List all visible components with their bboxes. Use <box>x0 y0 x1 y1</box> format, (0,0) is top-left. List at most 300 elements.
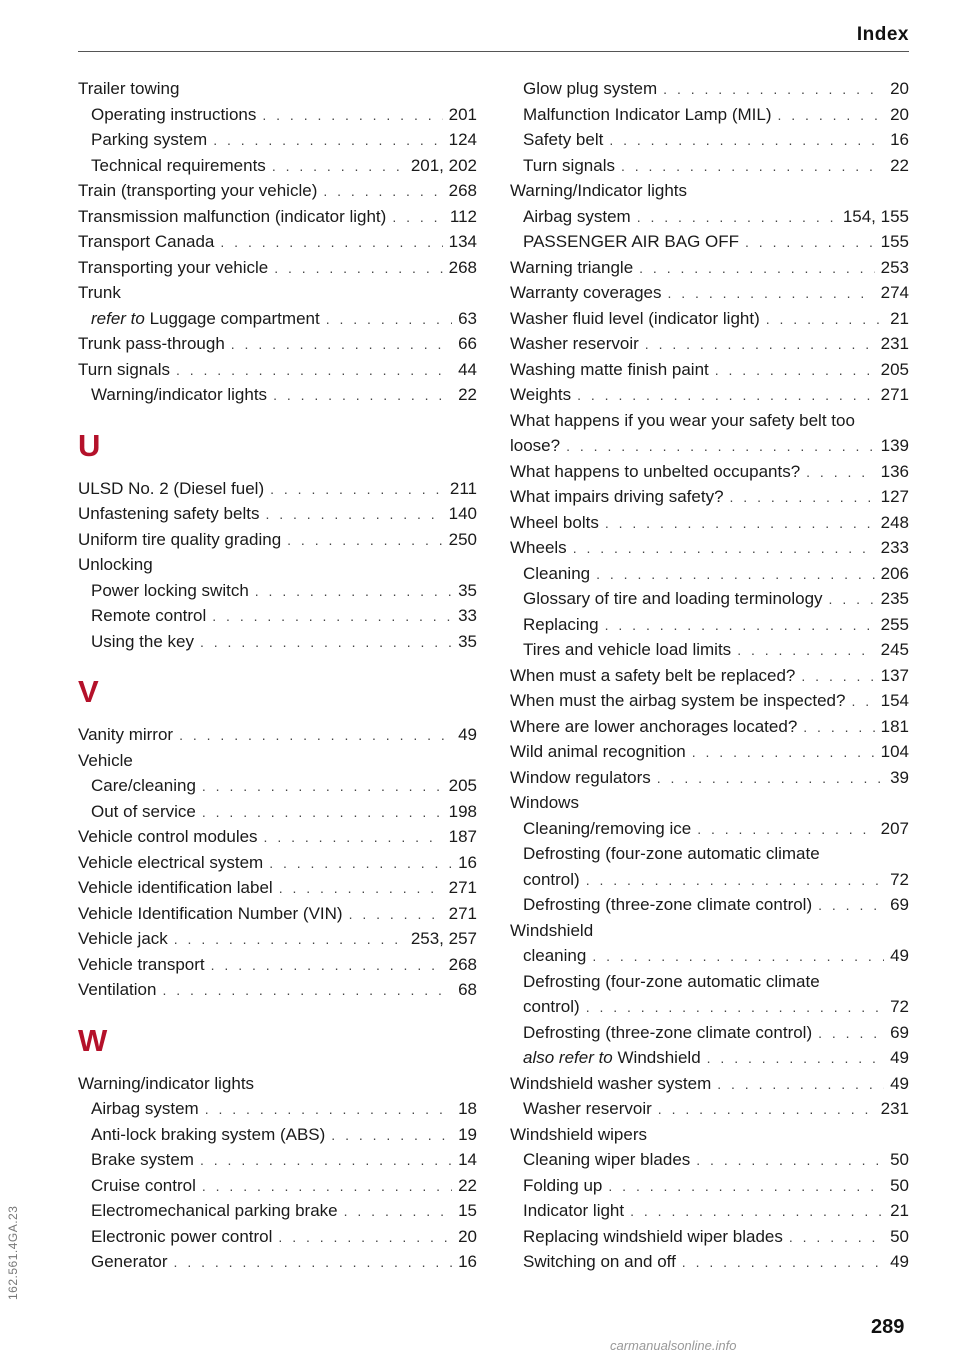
entry-page: 112 <box>449 206 477 226</box>
entry-text: Tires and vehicle load limits <box>523 640 732 659</box>
leader-dots <box>200 1148 452 1174</box>
leader-dots <box>586 995 884 1021</box>
entry-page: 155 <box>880 232 909 251</box>
entry-page: 49 <box>458 725 477 744</box>
entry-text: Indicator light <box>523 1201 625 1220</box>
entry-prefix: refer to <box>91 308 145 328</box>
entry-page: 22 <box>458 385 477 404</box>
entry-text: Wild animal recognition <box>510 742 686 761</box>
entry-label <box>91 382 267 408</box>
entry-label <box>510 663 795 689</box>
entry-text: Wheels <box>510 538 567 557</box>
index-entry <box>510 688 909 714</box>
index-entry <box>78 901 477 927</box>
entry-page: 235 <box>880 589 909 608</box>
entry-label <box>91 1096 199 1122</box>
index-subentry <box>78 629 477 655</box>
index-entry <box>78 178 477 204</box>
entry-label <box>523 637 731 663</box>
entry-text: Wheel bolts <box>510 512 599 532</box>
index-entry <box>510 255 909 281</box>
index-entry <box>78 552 477 578</box>
index-entry <box>78 977 477 1003</box>
entry-text: Windshield washer system <box>510 1073 712 1093</box>
leader-dots <box>269 851 452 877</box>
leader-dots <box>566 434 875 460</box>
entry-text: Vehicle control modules <box>78 827 258 846</box>
leader-dots <box>272 154 405 180</box>
entry-page: 271 <box>880 385 909 404</box>
entry-text: Transport Canada <box>78 232 215 251</box>
entry-page: 35 <box>458 580 477 600</box>
entry-text: Warning triangle <box>510 257 634 277</box>
leader-dots <box>639 256 874 282</box>
entry-page: 72 <box>890 869 909 889</box>
leader-dots <box>392 205 444 231</box>
entry-text: control) <box>523 997 580 1016</box>
index-subentry <box>510 1224 909 1250</box>
entry-label <box>91 153 266 179</box>
entry-text: Airbag system <box>91 1099 199 1118</box>
entry-page: 49 <box>890 946 909 965</box>
entry-page: 255 <box>880 614 909 634</box>
index-subentry <box>510 816 909 842</box>
index-entry <box>78 357 477 383</box>
entry-page: 268 <box>448 954 477 974</box>
entry-text: ULSD No. 2 (Diesel fuel) <box>78 478 265 498</box>
entry-text: Switching on and off <box>523 1252 676 1271</box>
index-subentry <box>510 1147 909 1173</box>
entry-text: Defrosting (four-zone automatic climate <box>523 844 820 863</box>
entry-label <box>523 892 812 918</box>
entry-text: Generator <box>91 1252 168 1271</box>
entry-page: 271 <box>448 878 477 897</box>
entry-page: 268 <box>448 181 477 200</box>
leader-dots <box>605 511 875 537</box>
index-subentry <box>78 127 477 153</box>
index-entry <box>510 663 909 689</box>
index-subentry <box>78 153 477 179</box>
leader-dots <box>326 307 452 333</box>
entry-text: Malfunction Indicator Lamp (MIL) <box>523 104 772 124</box>
entry-page: 19 <box>458 1124 477 1144</box>
index-subentry <box>510 127 909 153</box>
leader-dots <box>331 1123 452 1149</box>
entry-page: 233 <box>880 538 909 557</box>
leader-dots <box>745 230 875 256</box>
entry-page: 139 <box>880 436 909 455</box>
index-entry <box>78 76 477 102</box>
leader-dots <box>174 927 405 953</box>
entry-label <box>91 127 207 153</box>
leader-dots <box>323 179 442 205</box>
entry-text: Care/cleaning <box>91 776 196 795</box>
entry-text: Replacing <box>523 614 599 634</box>
entry-page: 22 <box>458 1175 477 1195</box>
entry-text: Parking system <box>91 130 208 149</box>
entry-page: 20 <box>890 104 909 124</box>
index-subentry <box>510 1020 909 1046</box>
entry-text: Defrosting (three-zone climate control) <box>523 895 813 914</box>
leader-dots <box>621 154 884 180</box>
leader-dots <box>609 128 884 154</box>
watermark: carmanualsonline.info <box>610 1338 737 1353</box>
leader-dots <box>801 664 874 690</box>
index-subentry <box>510 943 909 969</box>
entry-label <box>523 204 631 230</box>
entry-page: 253 <box>880 257 909 277</box>
entry-label <box>523 816 691 842</box>
leader-dots <box>592 944 884 970</box>
entry-label <box>510 918 593 944</box>
leader-dots <box>211 953 443 979</box>
leader-dots <box>637 205 837 231</box>
index-subentry <box>510 612 909 638</box>
index-subentry <box>78 773 477 799</box>
entry-label <box>510 714 797 740</box>
entry-page: 245 <box>880 640 909 659</box>
leader-dots <box>645 332 875 358</box>
entry-label <box>78 255 268 281</box>
entry-text: Where are lower anchorages located? <box>510 716 798 736</box>
entry-label <box>91 773 196 799</box>
index-column-right <box>510 76 909 1275</box>
entry-text: Vehicle electrical system <box>78 852 264 872</box>
entry-page: 14 <box>458 1150 477 1169</box>
leader-dots <box>667 281 874 307</box>
index-entry <box>510 433 909 459</box>
entry-label <box>78 850 263 876</box>
leader-dots <box>202 774 443 800</box>
entry-text: Electromechanical parking brake <box>91 1201 338 1220</box>
entry-page: 253, 257 <box>410 929 477 948</box>
entry-page: 248 <box>880 512 909 532</box>
index-entry <box>78 875 477 901</box>
entry-text: Unfastening safety belts <box>78 504 260 523</box>
entry-text: Transporting your vehicle <box>78 257 269 277</box>
leader-dots <box>273 383 452 409</box>
index-entry <box>78 527 477 553</box>
index-entry <box>510 484 909 510</box>
index-subentry <box>510 102 909 128</box>
index-subentry <box>510 1249 909 1275</box>
index-column-left <box>78 76 477 1275</box>
index-subentry <box>78 1224 477 1250</box>
entry-text: Anti-lock braking system (ABS) <box>91 1124 326 1144</box>
entry-label <box>78 875 273 901</box>
entry-text: Warranty coverages <box>510 283 662 302</box>
entry-page: 140 <box>448 504 477 523</box>
index-entry <box>510 331 909 357</box>
leader-dots <box>176 358 452 384</box>
entry-text: Power locking switch <box>91 580 249 600</box>
entry-label <box>78 331 225 357</box>
index-subentry <box>510 1096 909 1122</box>
entry-label <box>91 578 249 604</box>
entry-label <box>91 102 256 128</box>
entry-text: Cleaning <box>523 563 591 583</box>
index-entry <box>78 1071 477 1097</box>
index-entry <box>78 229 477 255</box>
index-entry <box>510 765 909 791</box>
entry-page: 22 <box>890 155 909 175</box>
entry-text: Windshield wipers <box>510 1124 647 1144</box>
leader-dots <box>818 893 884 919</box>
leader-dots <box>231 332 452 358</box>
entry-text: Trunk pass-through <box>78 334 225 353</box>
leader-dots <box>707 1046 884 1072</box>
index-subentry <box>510 561 909 587</box>
index-subentry <box>78 1173 477 1199</box>
entry-label <box>523 586 823 612</box>
entry-label <box>523 1249 676 1275</box>
entry-text: Glow plug system <box>523 79 658 98</box>
header-rule <box>78 51 909 52</box>
index-entry <box>78 824 477 850</box>
entry-label <box>78 76 179 102</box>
entry-label <box>510 433 560 459</box>
entry-label <box>523 1173 602 1199</box>
entry-text: loose? <box>510 436 561 455</box>
entry-text: Washing matte finish paint <box>510 359 709 379</box>
index-entry <box>78 331 477 357</box>
entry-page: 50 <box>890 1175 909 1195</box>
index-subentry <box>510 1173 909 1199</box>
entry-label <box>510 765 651 791</box>
entry-label <box>78 280 121 306</box>
entry-label <box>510 255 633 281</box>
entry-label <box>91 1122 325 1148</box>
entry-page: 124 <box>448 130 477 149</box>
entry-page: 201, 202 <box>410 155 477 175</box>
index-entry <box>78 748 477 774</box>
entry-label <box>510 331 639 357</box>
index-subentry <box>510 637 909 663</box>
entry-label <box>91 1249 168 1275</box>
leader-dots <box>279 876 443 902</box>
index-subentry <box>78 1147 477 1173</box>
index-entry <box>78 952 477 978</box>
entry-text: Defrosting (four-zone automatic climate <box>523 971 820 991</box>
entry-page: 20 <box>458 1226 477 1246</box>
index-subentry <box>78 306 477 332</box>
entry-label <box>78 952 205 978</box>
index-entry <box>78 926 477 952</box>
leader-dots <box>265 502 442 528</box>
entry-label <box>78 229 214 255</box>
entry-page: 68 <box>458 980 477 999</box>
entry-label <box>523 153 615 179</box>
entry-page: 231 <box>880 334 909 353</box>
entry-text: Vehicle transport <box>78 954 205 974</box>
leader-dots <box>818 1021 884 1047</box>
entry-page: 69 <box>890 895 909 914</box>
entry-page: 205 <box>880 359 909 379</box>
leader-dots <box>730 485 875 511</box>
entry-text: Weights <box>510 385 572 404</box>
leader-dots <box>349 902 443 928</box>
index-subentry <box>510 229 909 255</box>
leader-dots <box>213 128 442 154</box>
leader-dots <box>179 723 452 749</box>
leader-dots <box>573 536 875 562</box>
leader-dots <box>789 1225 884 1251</box>
leader-dots <box>274 256 442 282</box>
entry-text: Safety belt <box>523 130 604 149</box>
entry-text: Folding up <box>523 1175 603 1195</box>
entry-text: Trailer towing <box>78 79 180 98</box>
entry-label <box>510 280 661 306</box>
index-subentry <box>510 153 909 179</box>
entry-page: 205 <box>448 776 477 795</box>
entry-page: 66 <box>458 334 477 353</box>
entry-page: 20 <box>890 79 909 98</box>
entry-label <box>523 1045 701 1071</box>
entry-label <box>523 841 820 867</box>
section-letter: V <box>78 674 99 709</box>
entry-page: 21 <box>890 1201 909 1220</box>
entry-text: Windshield <box>510 920 594 940</box>
index-subentry <box>78 1198 477 1224</box>
index-entry <box>510 535 909 561</box>
leader-dots <box>608 1174 884 1200</box>
entry-label <box>91 1224 272 1250</box>
entry-prefix: also refer to <box>523 1048 613 1067</box>
entry-label <box>510 1071 711 1097</box>
entry-label <box>510 790 579 816</box>
entry-page: 207 <box>880 818 909 838</box>
entry-label <box>91 1198 338 1224</box>
leader-dots <box>806 460 874 486</box>
leader-dots <box>829 587 875 613</box>
index-subentry <box>78 799 477 825</box>
entry-text: Technical requirements <box>91 155 266 175</box>
index-subentry <box>510 969 909 995</box>
entry-label <box>510 459 800 485</box>
entry-label <box>510 382 571 408</box>
entry-label <box>523 127 603 153</box>
index-subentry <box>78 382 477 408</box>
entry-text: Vehicle jack <box>78 929 168 948</box>
entry-text: Trunk <box>78 283 121 302</box>
index-entry <box>510 510 909 536</box>
leader-dots <box>278 1225 452 1251</box>
entry-label <box>510 535 567 561</box>
index-entry <box>510 280 909 306</box>
entry-label <box>91 603 206 629</box>
leader-dots <box>605 613 875 639</box>
entry-text: Vehicle Identification Number (VIN) <box>78 903 343 923</box>
leader-dots <box>803 715 874 741</box>
entry-label <box>523 1224 783 1250</box>
entry-label <box>78 357 170 383</box>
entry-label <box>510 688 845 714</box>
entry-page: 206 <box>880 563 909 583</box>
leader-dots <box>586 868 884 894</box>
entry-text: What happens to unbelted occupants? <box>510 461 801 481</box>
entry-page: 63 <box>458 308 477 328</box>
entry-label <box>510 357 709 383</box>
entry-text: cleaning <box>523 946 587 965</box>
entry-page: 201 <box>448 104 477 124</box>
leader-dots <box>715 358 875 384</box>
entry-page: 198 <box>448 801 477 821</box>
entry-text: Windshield <box>617 1048 701 1067</box>
index-subentry <box>78 603 477 629</box>
entry-text: When must a safety belt be replaced? <box>510 665 796 685</box>
entry-text: Warning/Indicator lights <box>510 181 688 200</box>
entry-page: 154, 155 <box>842 206 909 226</box>
entry-page: 15 <box>458 1201 477 1220</box>
entry-page: 274 <box>880 283 909 302</box>
entry-text: control) <box>523 869 580 889</box>
index-subentry <box>78 578 477 604</box>
index-subentry <box>510 994 909 1020</box>
entry-page: 18 <box>458 1099 477 1118</box>
index-entry <box>78 255 477 281</box>
entry-page: 16 <box>890 130 909 149</box>
entry-label <box>523 994 580 1020</box>
entry-page: 127 <box>880 487 909 506</box>
entry-label <box>78 552 153 578</box>
page-title: Index <box>856 24 909 45</box>
leader-dots <box>658 1097 875 1123</box>
entry-text: Ventilation <box>78 980 157 999</box>
entry-text: Washer fluid level (indicator light) <box>510 308 760 328</box>
entry-page: 49 <box>890 1073 909 1093</box>
entry-page: 44 <box>458 359 477 379</box>
entry-label <box>78 204 386 230</box>
index-entry <box>78 204 477 230</box>
entry-label <box>78 476 264 502</box>
leader-dots <box>255 579 452 605</box>
leader-dots <box>766 307 884 333</box>
index-subentry <box>510 586 909 612</box>
index-entry <box>510 714 909 740</box>
entry-text: Train (transporting your vehicle) <box>78 181 318 200</box>
index-subentry <box>510 76 909 102</box>
entry-text: Cleaning/removing ice <box>523 818 692 838</box>
entry-page: 136 <box>880 461 909 481</box>
index-subentry <box>78 1096 477 1122</box>
entry-label <box>78 926 168 952</box>
entry-text: Vehicle identification label <box>78 878 273 897</box>
index-entry <box>78 722 477 748</box>
entry-text: Uniform tire quality grading <box>78 529 282 549</box>
leader-dots <box>205 1097 452 1123</box>
entry-label <box>510 739 686 765</box>
entry-page: 211 <box>449 478 477 498</box>
entry-label <box>523 1096 652 1122</box>
entry-label <box>78 527 281 553</box>
entry-text: Vanity mirror <box>78 725 174 744</box>
entry-text: Warning/indicator lights <box>91 385 268 404</box>
entry-label <box>523 102 772 128</box>
entry-label <box>523 1147 690 1173</box>
leader-dots <box>717 1072 884 1098</box>
index-entry <box>510 357 909 383</box>
index-subentry <box>78 1249 477 1275</box>
index-subentry <box>510 867 909 893</box>
entry-label <box>78 1071 254 1097</box>
leader-dots <box>202 1174 452 1200</box>
entry-label <box>523 1020 812 1046</box>
entry-label <box>510 510 599 536</box>
leader-dots <box>287 528 442 554</box>
entry-label <box>91 1147 194 1173</box>
entry-text: What happens if you wear your safety belt too <box>510 410 855 430</box>
entry-page: 21 <box>890 308 909 328</box>
